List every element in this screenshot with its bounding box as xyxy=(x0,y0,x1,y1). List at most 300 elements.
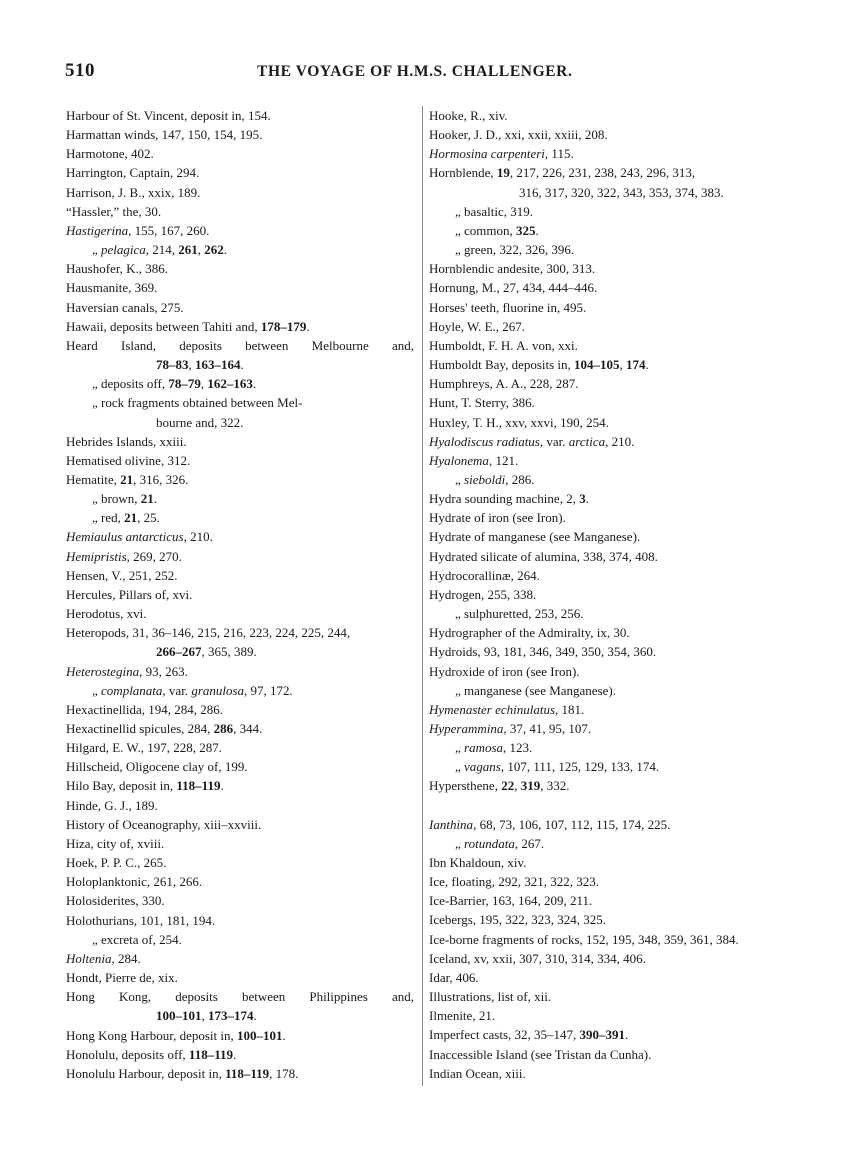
entry-text: Hunt, T. Sterry, 386. xyxy=(429,395,535,411)
entry-text: 100–101 xyxy=(156,1008,202,1024)
entry-text: . xyxy=(306,318,310,334)
entry-text: Hornblende, xyxy=(429,165,497,181)
index-entry xyxy=(429,336,794,355)
index-entry xyxy=(429,374,794,393)
entry-text: , 210. xyxy=(183,529,213,545)
entry-word: deposits xyxy=(179,337,222,353)
entry-text: Hornung, M., 27, 434, 444–446. xyxy=(429,280,598,296)
entry-text: „ xyxy=(92,931,102,947)
entry-word: Melbourne xyxy=(311,337,369,353)
entry-text: Holothurians, 101, 181, 194. xyxy=(66,912,216,928)
entry-text: Idar, 406. xyxy=(429,969,479,985)
entry-text: Holtenia xyxy=(66,950,112,966)
index-entry xyxy=(66,547,416,566)
index-entry xyxy=(429,547,794,566)
entry-text: Hexactinellid spicules, 284, xyxy=(66,721,214,736)
entry-word: and, xyxy=(391,989,414,1005)
entry-text: Honolulu, deposits off, xyxy=(66,1046,189,1062)
entry-text: „ xyxy=(455,222,465,238)
index-entry xyxy=(429,642,794,661)
index-entry xyxy=(429,413,794,432)
entry-text: Hiza, city of, xviii. xyxy=(66,835,165,851)
entry-text: „ xyxy=(455,203,465,219)
index-entry xyxy=(66,144,416,163)
entry-word: Philippines xyxy=(309,989,368,1005)
entry-text: , 115. xyxy=(544,146,574,162)
entry-text: Hemipristis xyxy=(66,548,127,564)
section-gap xyxy=(429,796,794,815)
index-entry xyxy=(66,738,416,757)
index-entry xyxy=(429,585,794,604)
entry-text: 118–119 xyxy=(188,1046,233,1062)
entry-text: 316, 317, 320, 322, 343, 353, 374, 383. xyxy=(519,184,724,200)
index-subentry xyxy=(66,930,416,949)
entry-word: between xyxy=(241,989,286,1005)
entry-text: complanata xyxy=(101,682,163,698)
index-subentry xyxy=(429,221,794,240)
entry-text: Ibn Khaldoun, xiv. xyxy=(429,854,527,870)
index-entry xyxy=(429,910,794,929)
index-entry xyxy=(429,259,794,278)
entry-text: 118–119 xyxy=(225,1065,270,1081)
index-entry xyxy=(429,1025,794,1044)
entry-text: Ice, floating, 292, 321, 322, 323. xyxy=(429,874,600,890)
entry-text: Hemiaulus antarcticus xyxy=(66,529,184,545)
entry-text: 78–83 xyxy=(156,357,189,373)
entry-text: Hondt, Pierre de, xix. xyxy=(66,970,178,986)
entry-word: Kong, xyxy=(118,989,152,1005)
entry-text: Imperfect casts, 32, 35–147, xyxy=(429,1027,580,1043)
entry-text: Haversian canals, 275. xyxy=(66,299,184,315)
entry-text: 21 xyxy=(124,510,138,526)
entry-text: 21 xyxy=(120,471,134,487)
entry-text: , 267. xyxy=(514,835,545,851)
entry-text: sieboldi xyxy=(464,471,506,487)
entry-text: Hyalodiscus radiatus xyxy=(429,433,540,449)
entry-text: , 121. xyxy=(488,452,519,468)
index-subentry xyxy=(429,738,794,757)
entry-text: „ xyxy=(455,682,465,698)
index-entry xyxy=(429,930,794,949)
entry-text: . xyxy=(240,357,244,373)
entry-text: , 214, xyxy=(145,242,179,258)
entry-text: Iceland, xv, xxii, 307, 310, 314, 334, 406. xyxy=(429,950,646,966)
column-divider xyxy=(422,106,423,1086)
entry-text: Hydroxide of iron (see Iron). xyxy=(429,663,580,679)
entry-text: , 210. xyxy=(605,433,635,449)
entry-text: , 37, 41, 95, 107. xyxy=(503,721,592,736)
index-entry xyxy=(429,527,794,546)
entry-text: Hoek, P. P. C., 265. xyxy=(66,855,167,871)
index-entry xyxy=(429,432,794,451)
entry-text: „ xyxy=(92,395,102,411)
index-column-left xyxy=(66,106,416,1083)
entry-word: Island, xyxy=(121,337,157,353)
entry-text: 286 xyxy=(213,721,234,736)
entry-text: , xyxy=(188,357,195,373)
entry-text: , 217, 226, 231, 238, 243, 296, 313, xyxy=(509,165,696,181)
entry-text: 118–119 xyxy=(176,778,221,794)
entry-text: rock fragments obtained between Mel- xyxy=(101,395,303,411)
entry-text: basaltic, 319. xyxy=(464,203,533,219)
entry-word: deposits xyxy=(175,989,218,1005)
entry-text: , var. xyxy=(539,433,569,449)
index-entry xyxy=(429,815,794,834)
entry-text: , xyxy=(619,357,627,373)
entry-text: Hornblendic andesite, 300, 313. xyxy=(429,261,596,277)
index-entry xyxy=(429,125,794,144)
entry-text: . xyxy=(220,778,224,794)
index-entry xyxy=(429,163,794,201)
index-entry xyxy=(66,949,416,968)
index-entry xyxy=(429,317,794,336)
entry-text: 261 xyxy=(178,242,198,258)
entry-text: Hawaii, deposits between Tahiti and, xyxy=(66,318,261,334)
entry-text: . xyxy=(645,357,649,373)
entry-text: Hoyle, W. E., 267. xyxy=(429,318,526,334)
index-entry xyxy=(66,776,416,795)
index-entry xyxy=(66,700,416,719)
index-entry xyxy=(429,1006,794,1025)
entry-text: , xyxy=(201,1008,208,1024)
entry-text: 266–267 xyxy=(156,644,202,660)
entry-text: „ xyxy=(455,242,465,258)
entry-text: , 332. xyxy=(540,778,570,794)
entry-text: Hydrate of manganese (see Manganese). xyxy=(429,529,641,545)
entry-text: Hyalonema xyxy=(429,452,489,468)
index-entry xyxy=(429,355,794,374)
index-entry xyxy=(66,987,416,1025)
entry-text: Ice-Barrier, 163, 164, 209, 211. xyxy=(429,893,593,909)
entry-text: Horses' teeth, fluorine in, 495. xyxy=(429,299,587,315)
index-entry xyxy=(429,891,794,910)
entry-text: , 365, 389. xyxy=(201,644,257,660)
index-entry xyxy=(66,317,416,336)
index-entry xyxy=(429,566,794,585)
entry-text: Hillscheid, Oligocene clay of, 199. xyxy=(66,759,248,775)
index-entry xyxy=(66,1026,416,1045)
index-entry xyxy=(429,393,794,412)
index-subentry xyxy=(429,240,794,259)
index-entry xyxy=(429,872,794,891)
entry-text: “Hassler,” the, 30. xyxy=(66,203,162,219)
index-entry xyxy=(429,489,794,508)
entry-text: 3 xyxy=(579,491,586,507)
index-entry xyxy=(66,527,416,546)
index-subentry xyxy=(66,374,416,393)
index-entry xyxy=(429,298,794,317)
entry-text: Harrison, J. B., xxix, 189. xyxy=(66,184,201,200)
index-entry xyxy=(429,987,794,1006)
entry-text: Hematite, xyxy=(66,471,121,487)
entry-text: . xyxy=(625,1027,629,1043)
index-subentry xyxy=(429,470,794,489)
index-entry xyxy=(429,508,794,527)
index-entry xyxy=(66,604,416,623)
running-title: THE VOYAGE OF H.M.S. CHALLENGER. xyxy=(257,63,573,80)
entry-text: 22 xyxy=(501,778,515,794)
index-entry xyxy=(66,719,416,738)
entry-continuation xyxy=(66,355,416,374)
entry-text: 390–391 xyxy=(579,1027,626,1043)
entry-text: . xyxy=(282,1027,286,1043)
index-entry xyxy=(66,911,416,930)
entry-text: Illustrations, list of, xii. xyxy=(429,989,552,1005)
entry-text: , 181. xyxy=(555,701,585,717)
entry-text: Hooke, R., xiv. xyxy=(429,108,508,123)
entry-text: „ xyxy=(92,491,102,507)
entry-text: Heterostegina xyxy=(66,663,140,679)
entry-text: , 269, 270. xyxy=(126,548,182,564)
index-entry xyxy=(429,623,794,642)
index-entry xyxy=(66,566,416,585)
entry-word: Heard xyxy=(66,337,98,353)
entry-text: Hypersthene, xyxy=(429,778,502,794)
entry-text: , 97, 172. xyxy=(244,682,293,698)
index-entry xyxy=(66,891,416,910)
entry-text: Hausmanite, 369. xyxy=(66,280,158,296)
entry-text: Hydroids, 93, 181, 346, 349, 350, 354, 360. xyxy=(429,644,657,660)
entry-text: 21 xyxy=(140,491,154,507)
entry-text: „ xyxy=(455,471,465,487)
entry-text: 162–163 xyxy=(207,376,253,392)
index-column-right xyxy=(429,106,794,1083)
index-entry xyxy=(66,298,416,317)
entry-text: Hematised olivine, 312. xyxy=(66,452,191,468)
entry-text: Ice-borne fragments of rocks, 152, 195, 348, 359, 361, 384. xyxy=(429,931,739,947)
index-entry xyxy=(66,221,416,240)
entry-text: . xyxy=(535,222,539,238)
entry-text: 325 xyxy=(516,222,536,238)
index-subentry xyxy=(429,604,794,623)
entry-text: , 178. xyxy=(269,1065,299,1081)
entry-text: Hymenaster echinulatus xyxy=(429,701,556,717)
index-entry xyxy=(66,796,416,815)
entry-text: . xyxy=(252,376,257,392)
entry-text: bourne and, 322. xyxy=(156,414,244,430)
entry-text: Heteropods, 31, 36–146, 215, 216, 223, 224, 225, 244, xyxy=(66,625,351,641)
entry-text: „ xyxy=(455,835,465,851)
entry-text: , 123. xyxy=(503,740,533,756)
entry-text: Harbour of St. Vincent, deposit in, 154. xyxy=(66,108,271,123)
entry-text: , xyxy=(514,778,521,794)
entry-text: Humphreys, A. A., 228, 287. xyxy=(429,376,579,392)
entry-text: , 25. xyxy=(137,510,160,526)
entry-text: brown, xyxy=(101,491,141,507)
index-subentry xyxy=(429,681,794,700)
index-subentry xyxy=(66,489,416,508)
entry-text: granulosa xyxy=(191,682,245,698)
index-entry xyxy=(66,834,416,853)
index-entry xyxy=(429,1064,794,1083)
entry-text: , 93, 263. xyxy=(139,663,188,679)
entry-text: , 344. xyxy=(233,721,263,736)
entry-continuation xyxy=(66,1006,416,1025)
index-subentry xyxy=(66,240,416,259)
entry-text: „ xyxy=(92,376,102,392)
entry-text: „ xyxy=(92,510,102,526)
index-entry xyxy=(429,662,794,681)
index-entry xyxy=(66,968,416,987)
index-entry xyxy=(66,815,416,834)
entry-text: , 107, 111, 125, 129, 133, 174. xyxy=(500,759,660,775)
entry-text: Hercules, Pillars of, xvi. xyxy=(66,586,193,602)
entry-text: Harmattan winds, 147, 150, 154, 195. xyxy=(66,127,263,143)
entry-text: Ianthina xyxy=(429,816,474,832)
entry-text: 173–174 xyxy=(208,1008,254,1024)
entry-text: Holoplanktonic, 261, 266. xyxy=(66,874,203,890)
entry-continuation xyxy=(429,183,794,202)
entry-text: „ xyxy=(455,759,465,775)
entry-text: 78–79 xyxy=(168,376,201,392)
index-subentry xyxy=(429,834,794,853)
index-subentry xyxy=(66,393,416,431)
entry-text: Indian Ocean, xiii. xyxy=(429,1065,526,1081)
entry-text: sulphuretted, 253, 256. xyxy=(464,606,584,622)
entry-text: , xyxy=(197,242,205,258)
entry-text: 178–179 xyxy=(260,318,307,334)
entry-text: Hexactinellida, 194, 284, 286. xyxy=(66,701,224,717)
index-entry xyxy=(66,202,416,221)
entry-text: , 68, 73, 106, 107, 112, 115, 174, 225. xyxy=(473,816,671,832)
index-entry xyxy=(429,1045,794,1064)
entry-text: „ xyxy=(92,242,102,258)
entry-text: Hydrocorallinæ, 264. xyxy=(429,567,540,583)
index-entry xyxy=(429,719,794,738)
entry-text: 104–105 xyxy=(574,357,620,373)
entry-text: Ilmenite, 21. xyxy=(429,1008,496,1024)
index-entry xyxy=(66,259,416,278)
index-subentry xyxy=(66,681,416,700)
index-entry xyxy=(429,106,794,125)
entry-text: Hinde, G. J., 189. xyxy=(66,797,158,813)
entry-text: 174 xyxy=(626,357,646,373)
index-entry xyxy=(66,183,416,202)
entry-text: Hydrogen, 255, 338. xyxy=(429,586,537,602)
entry-text: deposits off, xyxy=(101,376,169,392)
entry-text: . xyxy=(585,491,589,507)
entry-text: 19 xyxy=(496,165,510,181)
entry-text: Inaccessible Island (see Tristan da Cunha). xyxy=(429,1046,652,1062)
index-entry xyxy=(66,278,416,297)
index-entry xyxy=(429,700,794,719)
entry-text: , 316, 326. xyxy=(133,471,189,487)
entry-continuation xyxy=(92,413,416,432)
entry-text: rotundata xyxy=(464,835,515,851)
entry-text: Hyperammina xyxy=(429,721,504,736)
entry-text: „ xyxy=(455,740,465,756)
entry-text: . xyxy=(232,1046,237,1062)
index-entry xyxy=(66,163,416,182)
index-entry xyxy=(429,451,794,470)
index-entry xyxy=(429,853,794,872)
entry-text: , var. xyxy=(162,682,192,698)
entry-text: Huxley, T. H., xxv, xxvi, 190, 254. xyxy=(429,414,609,430)
index-entry xyxy=(429,968,794,987)
entry-text: excreta of, 254. xyxy=(101,931,182,947)
index-entry xyxy=(429,949,794,968)
index-entry xyxy=(66,1064,416,1083)
entry-text: common, xyxy=(464,222,517,238)
entry-text: Hydrographer of the Admiralty, ix, 30. xyxy=(429,625,630,641)
entry-text: green, 322, 326, 396. xyxy=(464,242,575,258)
index-entry xyxy=(66,470,416,489)
entry-text: 319 xyxy=(520,778,541,794)
entry-text: . xyxy=(253,1008,257,1024)
entry-word: between xyxy=(245,337,289,353)
entry-text: „ xyxy=(92,682,102,698)
index-entry xyxy=(66,336,416,374)
entry-text: . xyxy=(153,491,157,507)
entry-text: Haushofer, K., 386. xyxy=(66,261,169,277)
index-entry xyxy=(66,872,416,891)
entry-text: Hydrate of iron (see Iron). xyxy=(429,510,566,526)
entry-text: Herodotus, xvi. xyxy=(66,606,147,622)
entry-text: Hong Kong Harbour, deposit in, xyxy=(66,1027,237,1043)
entry-continuation xyxy=(66,642,416,661)
entry-text: 163–164 xyxy=(195,357,241,373)
entry-text: Hydrated silicate of alumina, 338, 374, 408. xyxy=(429,548,658,564)
entry-text: , 284. xyxy=(111,950,141,966)
entry-text: Hooker, J. D., xxi, xxii, xxiii, 208. xyxy=(429,127,608,143)
entry-text: Honolulu Harbour, deposit in, xyxy=(66,1065,226,1081)
entry-text: 100–101 xyxy=(237,1027,283,1043)
index-entry xyxy=(66,432,416,451)
entry-text: , 155, 167, 260. xyxy=(128,222,210,238)
page-number: 510 xyxy=(65,60,95,81)
entry-text: . xyxy=(223,242,228,258)
entry-text: , 286. xyxy=(505,471,535,487)
index-entry xyxy=(66,662,416,681)
index-subentry xyxy=(429,202,794,221)
entry-word: Hong xyxy=(66,989,95,1005)
entry-text: Hilo Bay, deposit in, xyxy=(66,778,177,794)
entry-text: Humboldt, F. H. A. von, xxi. xyxy=(429,337,578,353)
entry-text: Harrington, Captain, 294. xyxy=(66,165,200,181)
index-entry xyxy=(429,776,794,795)
index-entry xyxy=(429,144,794,163)
index-entry xyxy=(66,106,416,125)
index-subentry xyxy=(66,508,416,527)
entry-text: 262 xyxy=(204,242,224,258)
index-entry xyxy=(66,125,416,144)
entry-text: , xyxy=(200,376,208,392)
entry-text: arctica xyxy=(568,433,606,449)
entry-text: Hebrides Islands, xxiii. xyxy=(66,433,187,449)
entry-text: History of Oceanography, xiii–xxviii. xyxy=(66,816,262,832)
entry-word: and, xyxy=(391,337,414,353)
entry-text: Harmotone, 402. xyxy=(66,146,154,162)
entry-text: ramosa xyxy=(464,740,504,756)
index-subentry xyxy=(429,757,794,776)
entry-text: „ xyxy=(455,606,465,622)
entry-text: Hilgard, E. W., 197, 228, 287. xyxy=(66,740,222,756)
entry-text: Hormosina carpenteri xyxy=(429,146,545,162)
entry-text: vagans xyxy=(464,759,501,775)
index-entry xyxy=(66,1045,416,1064)
entry-text: Humboldt Bay, deposits in, xyxy=(429,357,575,373)
entry-text: red, xyxy=(101,510,125,526)
entry-text: Hensen, V., 251, 252. xyxy=(66,567,178,583)
entry-text: pelagica xyxy=(101,242,146,258)
entry-text: manganese (see Manganese). xyxy=(464,682,616,698)
index-entry xyxy=(66,757,416,776)
index-entry xyxy=(66,623,416,661)
entry-text: Holosiderites, 330. xyxy=(66,893,165,909)
index-entry xyxy=(66,853,416,872)
entry-text: Hastigerina xyxy=(66,222,129,238)
entry-text: Hydra sounding machine, 2, xyxy=(429,491,580,507)
